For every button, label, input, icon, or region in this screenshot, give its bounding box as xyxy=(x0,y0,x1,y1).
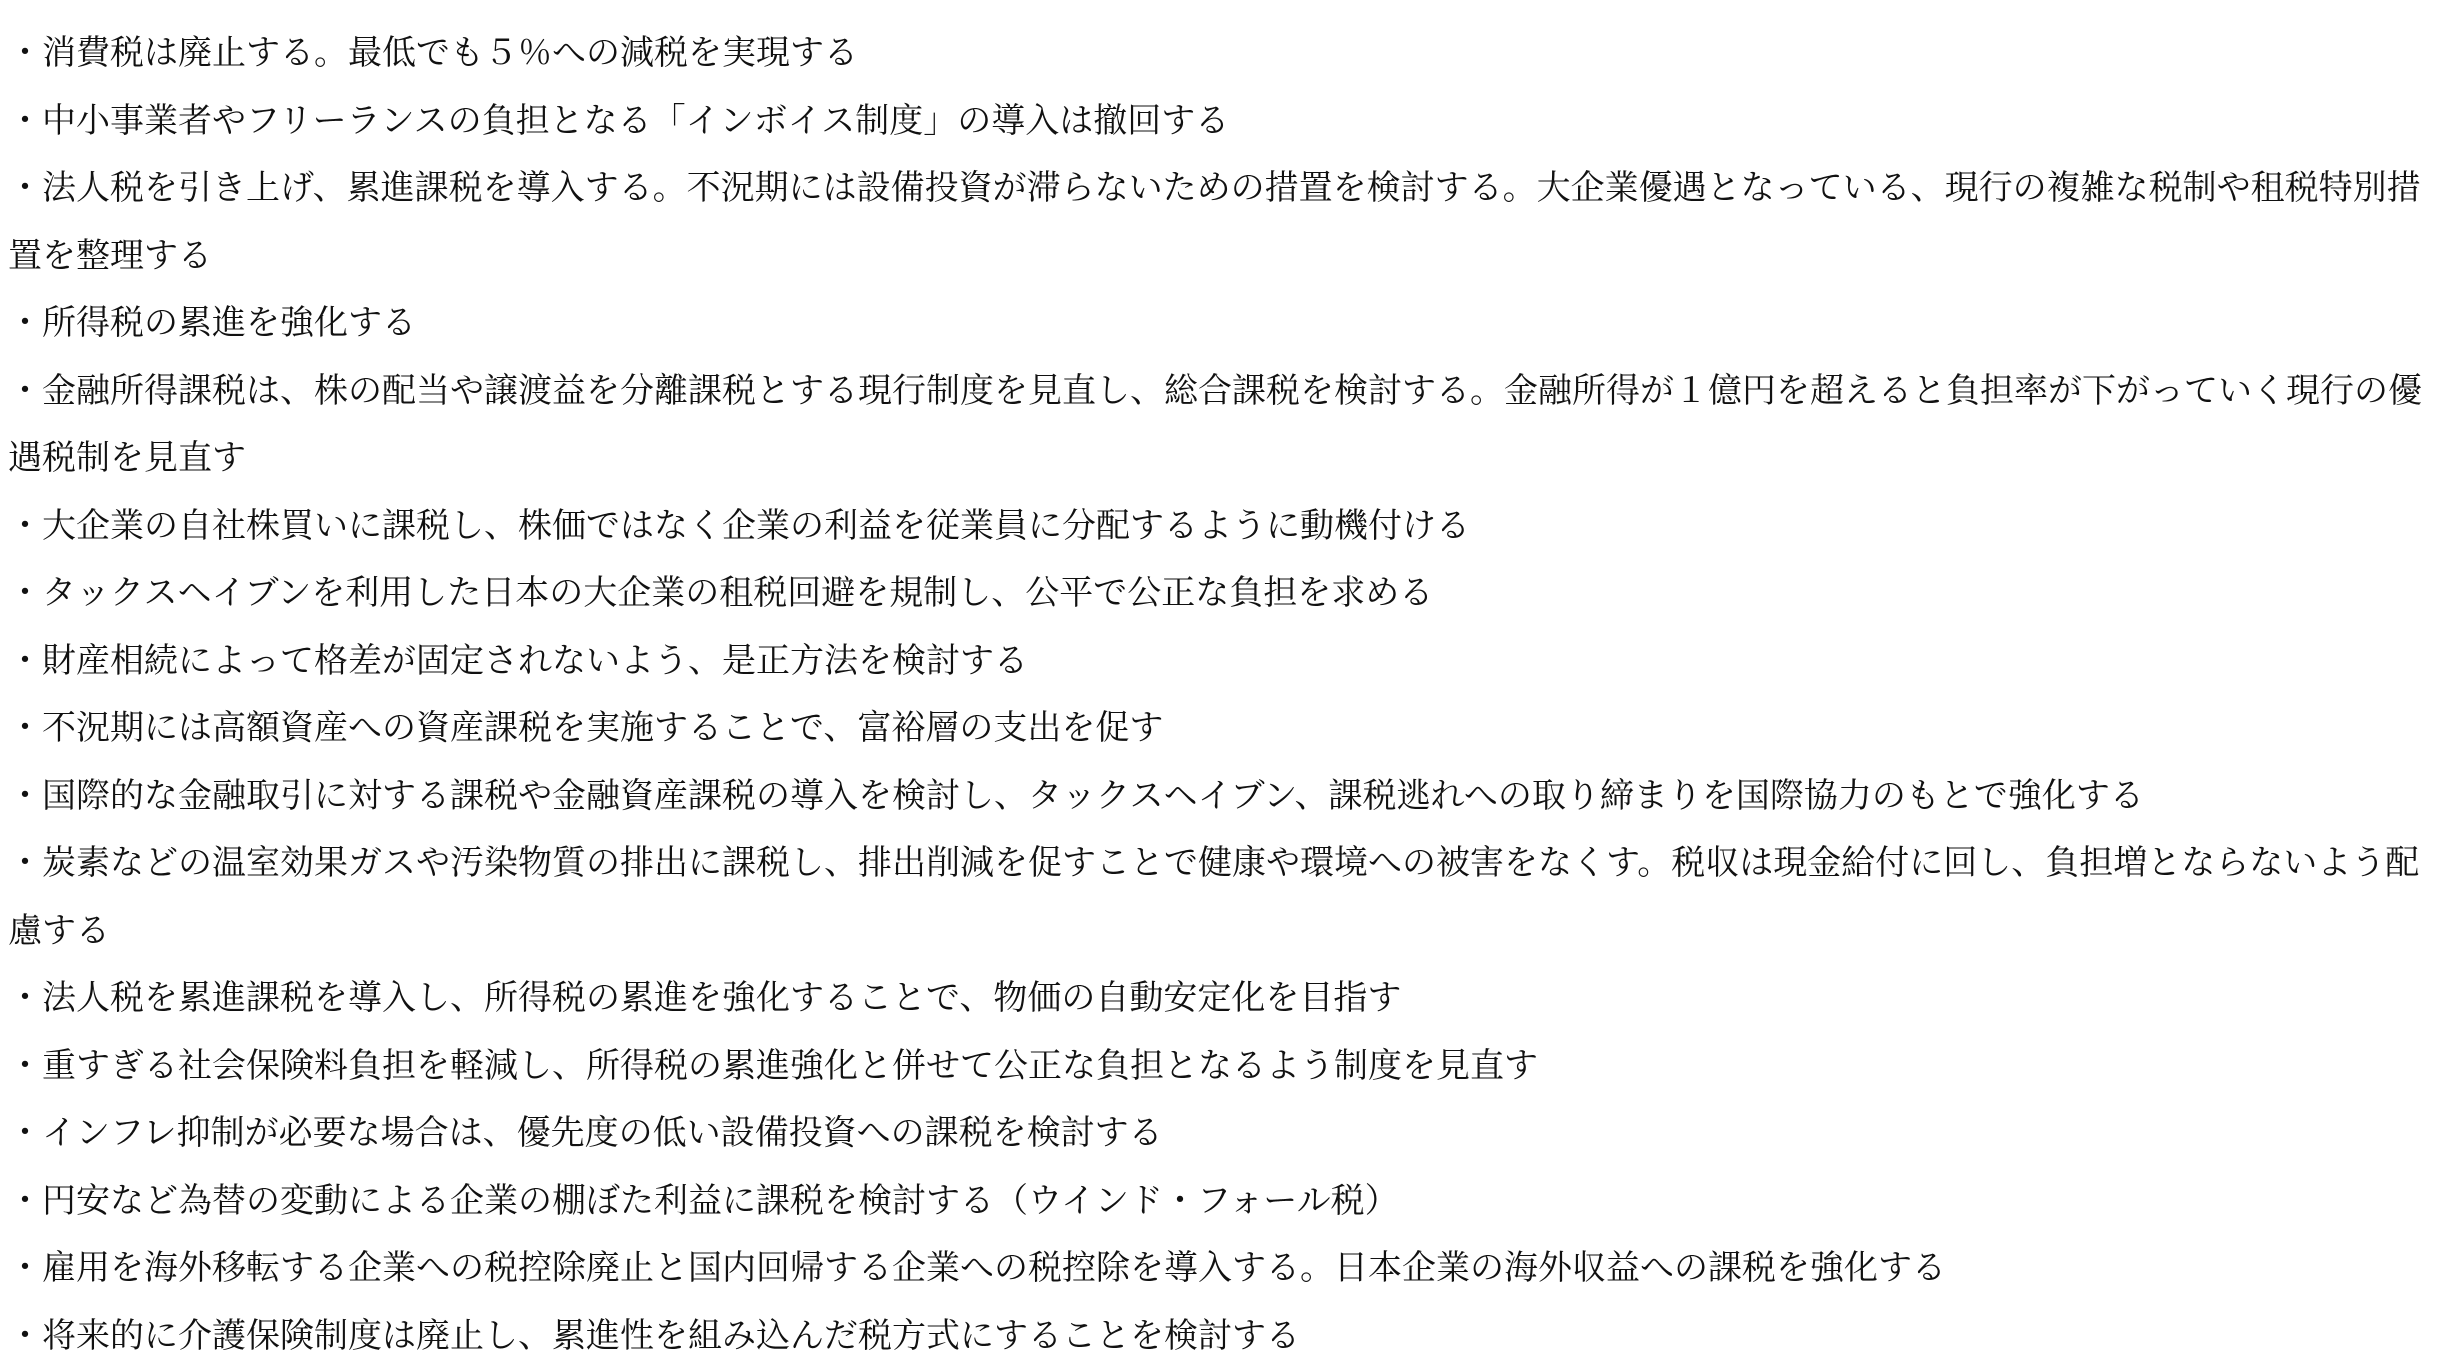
list-item: ・タックスヘイブンを利用した日本の大企業の租税回避を規制し、公平で公正な負担を求める xyxy=(8,560,2438,628)
list-item: ・中小事業者やフリーランスの負担となる「インボイス制度」の導入は撤回する xyxy=(8,88,2438,156)
list-item: ・金融所得課税は、株の配当や譲渡益を分離課税とする現行制度を見直し、総合課税を検討する。金融所得が１億円を超えると負担率が下がっていく現行の優遇税制を見直す xyxy=(8,358,2438,493)
list-item: ・円安など為替の変動による企業の棚ぼた利益に課税を検討する（ウインド・フォール税） xyxy=(8,1168,2438,1236)
list-item: ・消費税は廃止する。最低でも５％への減税を実現する xyxy=(8,20,2438,88)
list-item: ・国際的な金融取引に対する課税や金融資産課税の導入を検討し、タックスヘイブン、課税逃れへの取り締まりを国際協力のもとで強化する xyxy=(8,763,2438,831)
list-item: ・不況期には高額資産への資産課税を実施することで、富裕層の支出を促す xyxy=(8,695,2438,763)
list-item: ・財産相続によって格差が固定されないよう、是正方法を検討する xyxy=(8,628,2438,696)
list-item: ・法人税を引き上げ、累進課税を導入する。不況期には設備投資が滞らないための措置を検討する。大企業優遇となっている、現行の複雑な税制や租税特別措置を整理する xyxy=(8,155,2438,290)
list-item: ・重すぎる社会保険料負担を軽減し、所得税の累進強化と併せて公正な負担となるよう制度を見直す xyxy=(8,1033,2438,1101)
list-item: ・雇用を海外移転する企業への税控除廃止と国内回帰する企業への税控除を導入する。日本企業の海外収益への課税を強化する xyxy=(8,1235,2438,1303)
list-item: ・インフレ抑制が必要な場合は、優先度の低い設備投資への課税を検討する xyxy=(8,1100,2438,1168)
list-item: ・法人税を累進課税を導入し、所得税の累進を強化することで、物価の自動安定化を目指す xyxy=(8,965,2438,1033)
list-item: ・炭素などの温室効果ガスや汚染物質の排出に課税し、排出削減を促すことで健康や環境への被害をなくす。税収は現金給付に回し、負担増とならないよう配慮する xyxy=(8,830,2438,965)
list-item: ・将来的に介護保険制度は廃止し、累進性を組み込んだ税方式にすることを検討する xyxy=(8,1303,2438,1370)
list-item: ・大企業の自社株買いに課税し、株価ではなく企業の利益を従業員に分配するように動機付ける xyxy=(8,493,2438,561)
list-item: ・所得税の累進を強化する xyxy=(8,290,2438,358)
policy-list xyxy=(8,20,2438,1370)
